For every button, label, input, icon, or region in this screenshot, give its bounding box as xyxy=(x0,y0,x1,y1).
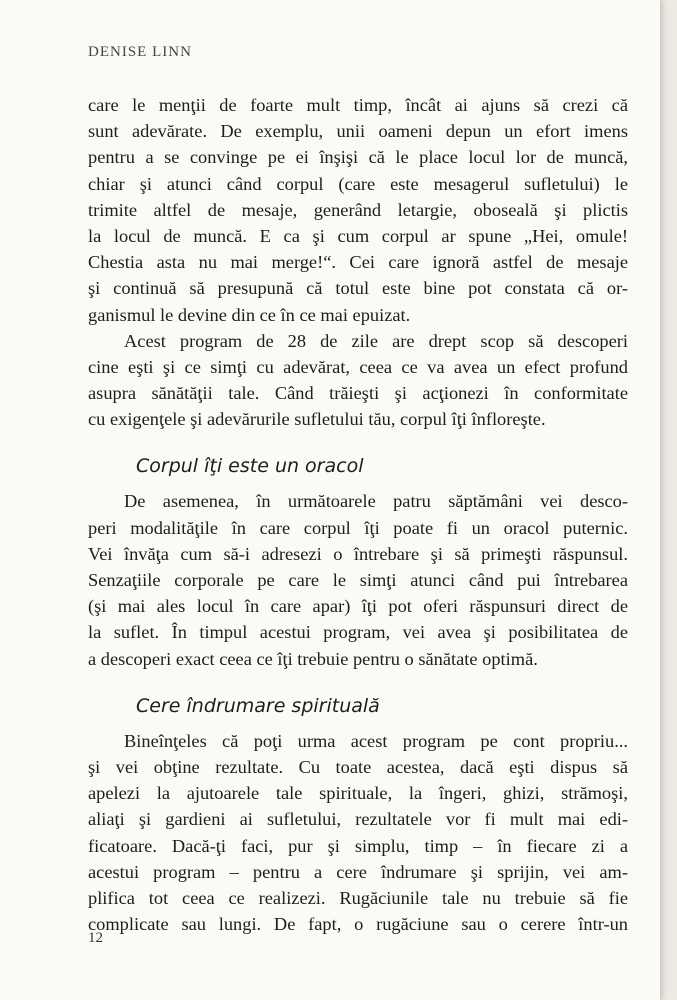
text-line: asupra sănătăţii tale. Când trăieşti şi acţionezi în conformitate xyxy=(88,383,628,404)
section-heading: Corpul îţi este un oracol xyxy=(136,455,364,478)
text-line: pentru a se convinge pe ei înşişi că le place locul lor de muncă, xyxy=(88,147,628,168)
running-head: DENISE LINN xyxy=(88,44,192,60)
paragraph xyxy=(88,328,628,433)
paragraph xyxy=(88,92,628,328)
text-line: complicate sau lungi. De fapt, o rugăciune sau o cerere într-un xyxy=(88,914,628,935)
paragraph xyxy=(88,488,628,671)
paragraph xyxy=(88,728,628,938)
text-line: plifica tot ceea ce realizezi. Rugăciunile tale nu trebuie să fie xyxy=(88,887,628,908)
text-line: la suflet. În timpul acestui program, vei avea şi posibilitatea de xyxy=(88,622,628,643)
text-line: cine eşti şi ce simţi cu adevărat, ceea ce va avea un efect profund xyxy=(88,356,628,377)
section-heading: Cere îndrumare spirituală xyxy=(136,694,380,717)
page-number: 12 xyxy=(88,930,103,946)
text-line: sunt adevărate. De exemplu, unii oameni depun un efort imens xyxy=(88,121,628,142)
text-line: ganismul le devine din ce în ce mai epuizat. xyxy=(88,304,411,325)
text-line: la locul de muncă. E ca şi cum corpul ar spune „Hei, omule! xyxy=(88,225,628,246)
text-line: care le menţii de foarte mult timp, încât ai ajuns să crezi că xyxy=(88,95,628,115)
text-line: (şi mai ales locul în care apar) îţi pot oferi răspunsuri direct de xyxy=(88,596,628,617)
text-line: Bineînţeles că poţi urma acest program pe cont propriu... xyxy=(124,730,628,751)
text-line: ficatoare. Dacă-ţi faci, pur şi simplu, timp – în fiecare zi a xyxy=(88,835,628,856)
text-line: trimite altfel de mesaje, generând letargie, oboseală şi plictis xyxy=(88,199,628,220)
text-line: apelezi la ajutoarele tale spirituale, la îngeri, ghizi, strămoşi, xyxy=(88,783,628,804)
text-line: a descoperi exact ceea ce îţi trebuie pentru o sănătate optimă. xyxy=(88,648,538,669)
text-line: chiar şi atunci când corpul (care este mesagerul sufletului) le xyxy=(88,173,628,194)
text-line: peri modalităţile în care corpul îţi poate fi un oracol puternic. xyxy=(88,517,628,538)
text-line: Acest program de 28 de zile are drept scop să descoperi xyxy=(124,330,628,351)
text-line: De asemenea, în următoarele patru săptămâni vei desco- xyxy=(124,491,628,512)
text-line: acestui program – pentru a cere îndrumare şi sprijin, vei am- xyxy=(88,861,628,882)
text-line: Senzaţiile corporale pe care le simţi atunci când pui întrebarea xyxy=(88,570,628,590)
text-line: Chestia asta nu mai merge!“. Cei care ignoră astfel de mesaje xyxy=(88,252,628,273)
text-line: cu exigenţele şi adevărurile sufletului tău, corpul îţi înfloreşte. xyxy=(88,409,546,430)
body-text xyxy=(88,92,628,937)
text-line: şi continuă să presupună că totul este bine pot constata că or- xyxy=(88,278,628,299)
text-line: Vei învăţa cum să-i adresezi o întrebare şi să primeşti răspunsul. xyxy=(88,543,628,564)
text-line: şi vei obţine rezultate. Cu toate acestea, dacă eşti dispus să xyxy=(88,756,628,777)
text-line: aliaţi şi gardieni ai sufletului, rezultatele vor fi mult mai edi- xyxy=(88,809,628,830)
